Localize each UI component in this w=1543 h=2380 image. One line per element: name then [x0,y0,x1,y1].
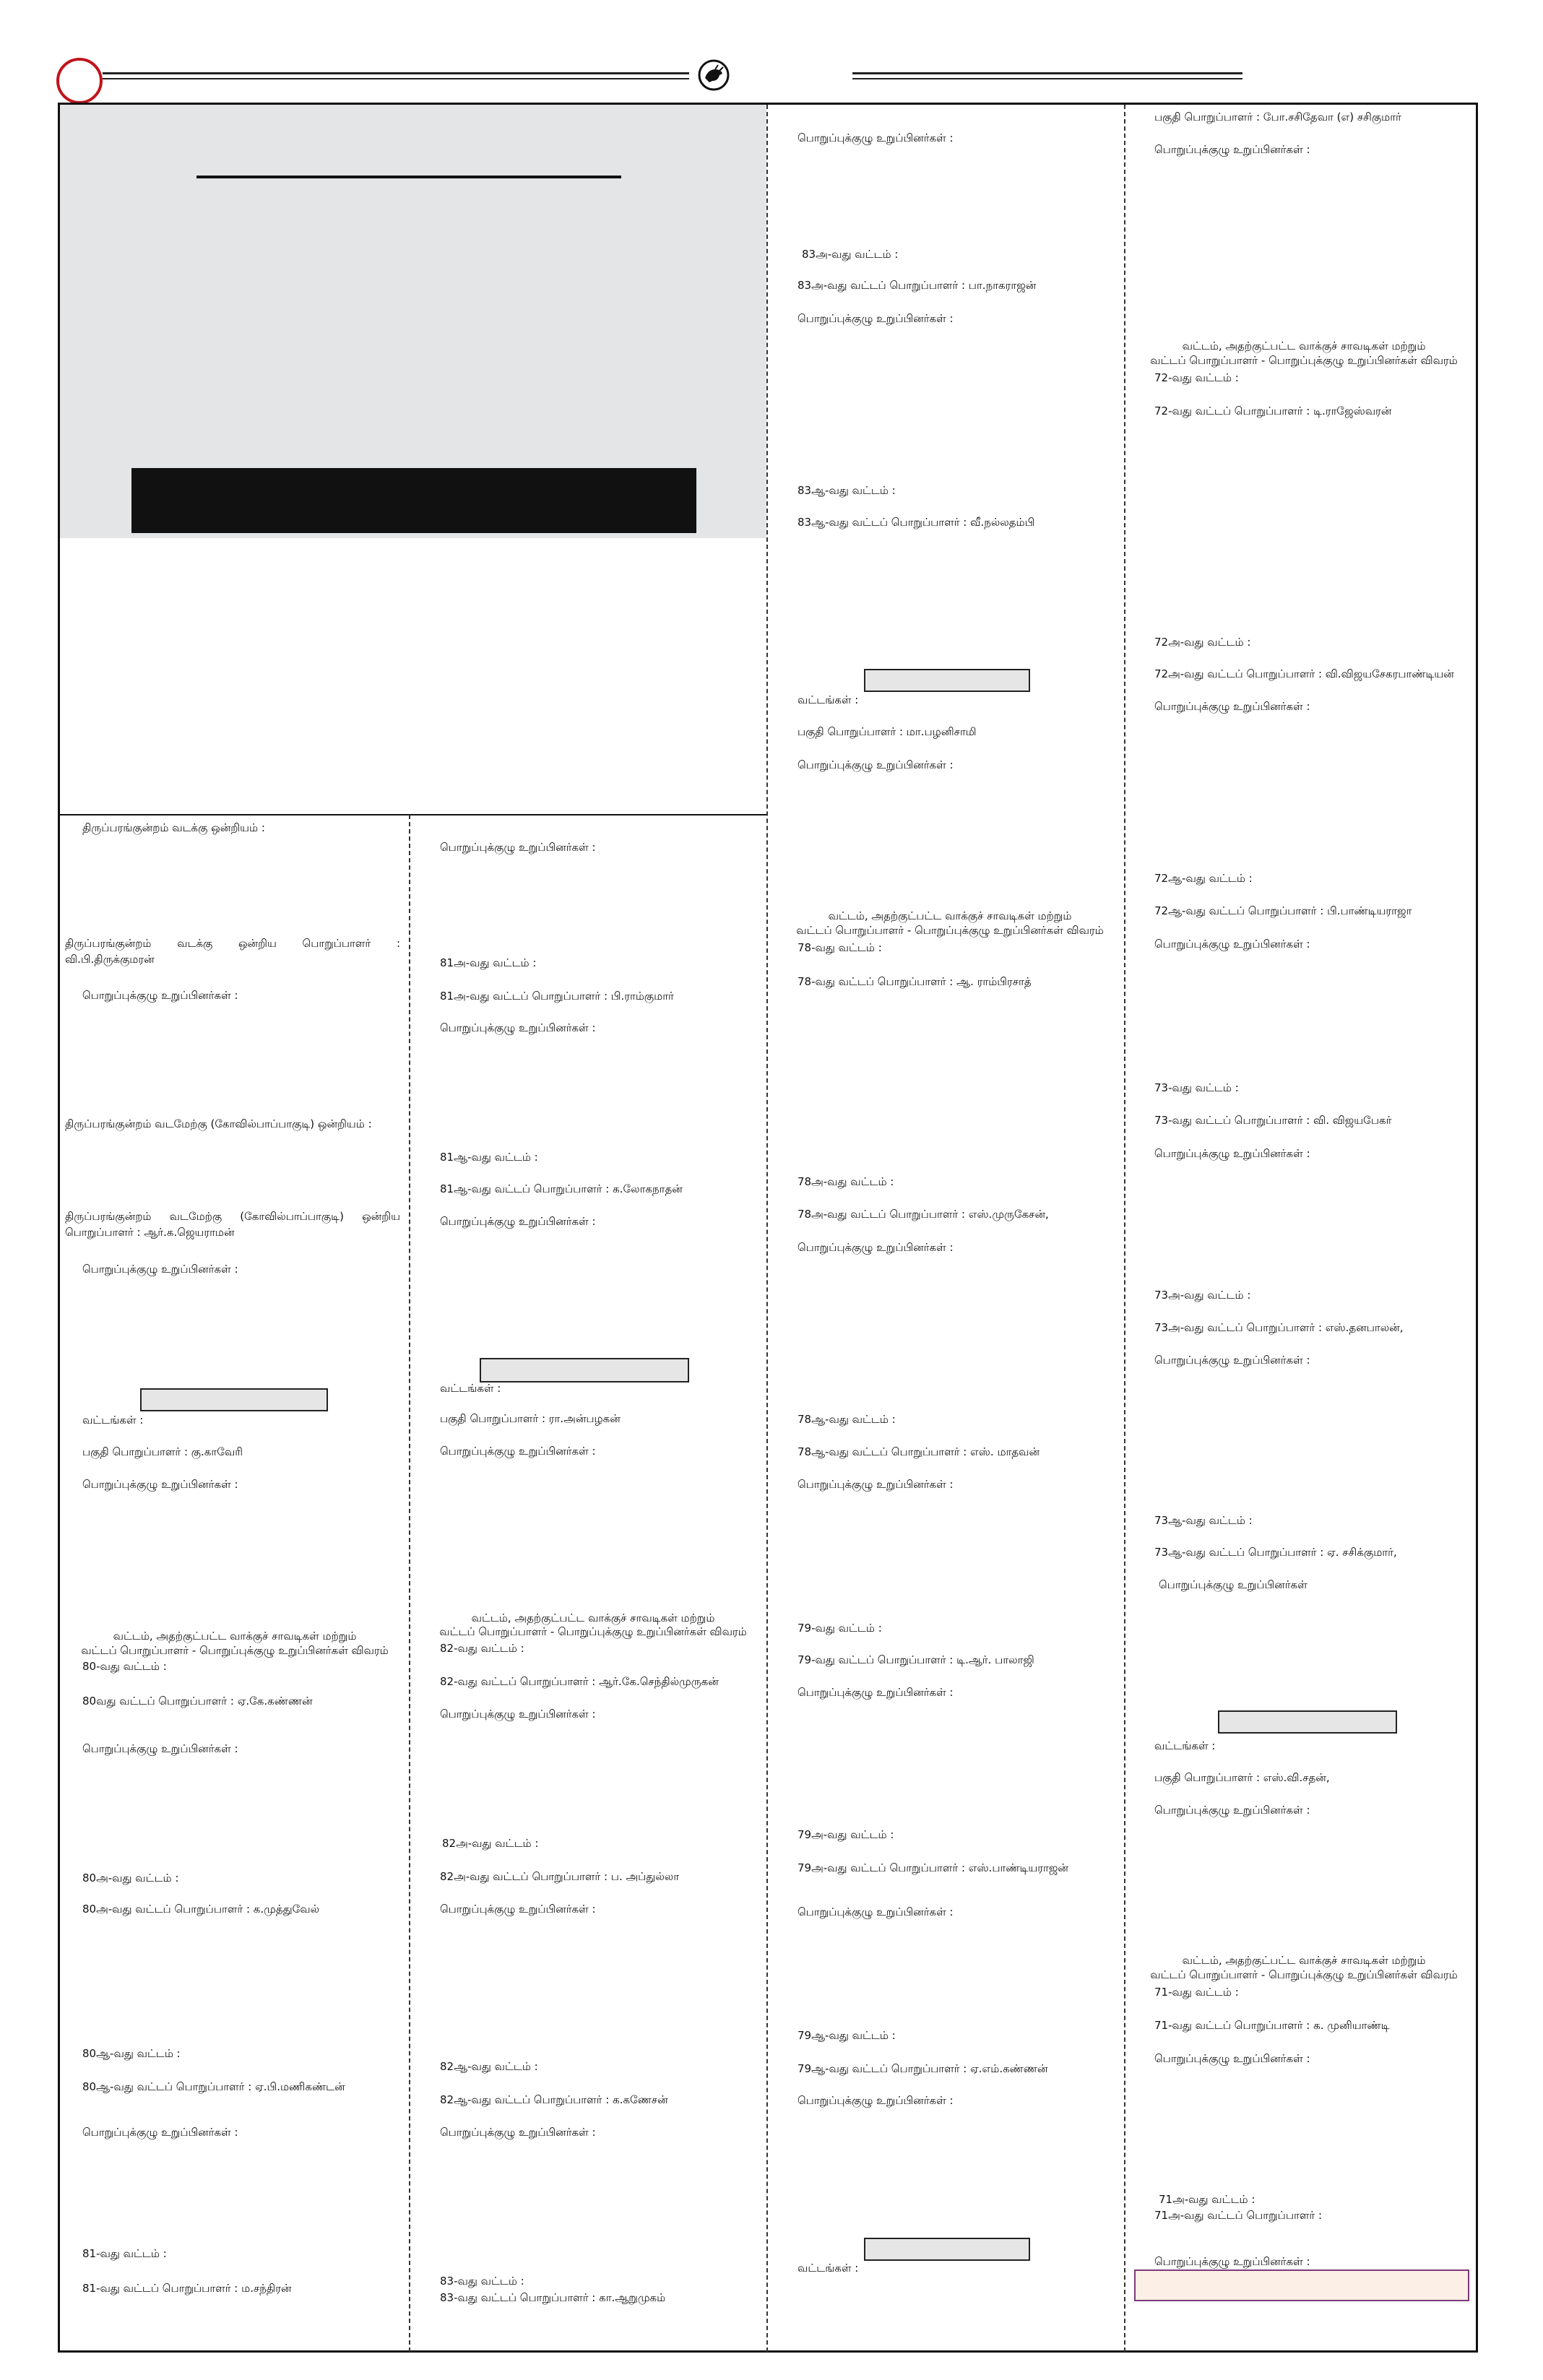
text-line: 73-வது வட்டப் பொறுப்பாளர் : வி. விஜயபேகர் [1154,1114,1392,1127]
text-line: பொறுப்புக்குழு உறுப்பினர்கள் : [440,1708,596,1721]
text-line: 71-வது வட்டப் பொறுப்பாளர் : க. முனியாண்டி [1154,2019,1390,2032]
text-line: 72அ-வது வட்டம் : [1154,636,1251,649]
text-line: திருப்பரங்குன்றம் வடமேற்கு (கோவில்பாப்பாகுடி) ஒன்றியம் : [65,1117,372,1130]
text-line: 82ஆ-வது வட்டம் : [440,2060,538,2073]
text-line: 81அ-வது வட்டம் : [440,956,537,969]
text-line: பொறுப்புக்குழு உறுப்பினர்கள் : [82,989,238,1002]
text-line: 73ஆ-வது வட்டம் : [1154,1514,1253,1527]
feature-title-rule [196,176,621,178]
header-rule-left-2 [103,78,689,79]
text-line: 80அ-வது வட்டப் பொறுப்பாளர் : க.முத்துவேல் [82,1903,320,1916]
text-line: 81-வது வட்டப் பொறுப்பாளர் : ம.சந்திரன் [82,2282,292,2295]
text-line: பொறுப்புக்குழு உறுப்பினர்கள் : [1154,1147,1310,1160]
header-rule-right-2 [852,78,1242,79]
text-line: 82ஆ-வது வட்டப் பொறுப்பாளர் : க.கணேசன் [440,2093,668,2106]
text-line: 78-வது வட்டப் பொறுப்பாளர் : ஆ. ராம்பிரசாத் [798,975,1032,988]
text-line: பொறுப்புக்குழு உறுப்பினர்கள் : [82,1742,238,1755]
text-line: வட்டப் பொறுப்பாளர் - பொறுப்புக்குழு உறுப்பினர்கள் விவரம் [1150,1968,1458,1981]
text-line: பகுதி பொறுப்பாளர் : மா.பழனிசாமி [798,725,977,738]
text-line: 80ஆ-வது வட்டம் : [82,2047,181,2060]
text-line: திருப்பரங்குன்றம் வடக்கு ஒன்றியம் : [82,821,265,834]
text-line: 82-வது வட்டம் : [440,1642,524,1655]
text-line: வட்டப் பொறுப்பாளர் - பொறுப்புக்குழு உறுப்பினர்கள் விவரம் [1150,354,1458,367]
text-line: வட்டம், அதற்குட்பட்ட வாக்குச் சாவடிகள் மற்றும் [471,1611,715,1624]
text-line: பகுதி பொறுப்பாளர் : கு.காவேரி [82,1445,243,1458]
text-line: பொறுப்புக்குழு உறுப்பினர்கள் : [82,1263,238,1276]
text-line: வட்டம், அதற்குட்பட்ட வாக்குச் சாவடிகள் மற்றும் [1182,339,1426,352]
text-line: 72ஆ-வது வட்டம் : [1154,872,1253,885]
text-line: 79ஆ-வது வட்டப் பொறுப்பாளர் : ஏ.எம்.கண்ணன் [798,2062,1048,2075]
header-rule-left [103,72,689,74]
text-line: பொறுப்புக்குழு உறுப்பினர்கள் : [798,1686,954,1699]
text-line: பொறுப்புக்குழு உறுப்பினர்கள் : [798,1905,954,1918]
area-label-box [480,1358,689,1382]
text-line: வட்டம், அதற்குட்பட்ட வாக்குச் சாவடிகள் மற்றும் [1182,1954,1426,1967]
area-label-box [864,2238,1030,2261]
text-line: 71அ-வது வட்டப் பொறுப்பாளர் : [1154,2209,1323,2222]
text-line: பொறுப்புக்குழு உறுப்பினர்கள் : [798,1241,954,1254]
text-line: பொறுப்புக்குழு உறுப்பினர்கள் : [440,1021,596,1034]
text-line: வட்டப் பொறுப்பாளர் - பொறுப்புக்குழு உறுப்பினர்கள் விவரம் [796,924,1104,937]
text-line: பகுதி பொறுப்பாளர் : எஸ்.வி.சதன், [1154,1771,1330,1784]
text-line: பொறுப்புக்குழு உறுப்பினர்கள் : [1154,2052,1310,2065]
text-line: பொறுப்புக்குழு உறுப்பினர்கள் : [440,841,596,854]
text-line: பொறுப்புக்குழு உறுப்பினர்கள் : [1154,1804,1310,1817]
text-line: திருப்பரங்குன்றம் வடக்கு ஒன்றிய பொறுப்பாளர் : வி.பி.திருக்குமரன் [65,937,400,966]
text-line: பொறுப்புக்குழு உறுப்பினர்கள் : [440,1903,596,1916]
text-line: 81அ-வது வட்டப் பொறுப்பாளர் : பி.ராம்குமார் [440,990,674,1003]
text-line: பகுதி பொறுப்பாளர் : போ.சசிதேவா (எ) சசிகுமார் [1154,111,1401,124]
text-line: 71அ-வது வட்டம் : [1159,2193,1255,2206]
text-line: வட்டங்கள் : [1154,1739,1216,1752]
area-label-box [1218,1710,1397,1734]
text-line: பொறுப்புக்குழு உறுப்பினர்கள் : [798,1478,954,1491]
text-line: 73அ-வது வட்டப் பொறுப்பாளர் : எஸ்.தனபாலன், [1154,1321,1404,1334]
text-line: 72ஆ-வது வட்டப் பொறுப்பாளர் : பி.பாண்டியராஜா [1154,904,1412,917]
area-label-box [140,1388,328,1411]
area-label-box [864,669,1030,692]
text-line: 79அ-வது வட்டப் பொறுப்பாளர் : எஸ்.பாண்டியராஜன் [798,1861,1068,1874]
text-line: 78ஆ-வது வட்டப் பொறுப்பாளர் : எஸ். மாதவன் [798,1445,1040,1458]
text-line: 83-வது வட்டப் பொறுப்பாளர் : கா.ஆறுமுகம் [440,2291,666,2304]
text-line: 81-வது வட்டம் : [82,2247,167,2260]
text-line: 82-வது வட்டப் பொறுப்பாளர் : ஆர்.கே.செந்தில்முருகன் [440,1675,719,1688]
text-line: 82அ-வது வட்டம் : [442,1837,539,1850]
text-line: 83ஆ-வது வட்டம் : [798,484,896,497]
text-line: பகுதி பொறுப்பாளர் : ரா.அன்பழகன் [440,1412,621,1425]
bull-emblem-icon [698,59,730,91]
text-line: பொறுப்புக்குழு உறுப்பினர்கள் : [440,1215,596,1228]
header-rule-right [852,72,1242,74]
text-line: 80வது வட்டப் பொறுப்பாளர் : ஏ.கே.கண்ணன் [82,1695,313,1708]
text-line: 72-வது வட்டப் பொறுப்பாளர் : டி.ராஜேஸ்வரன் [1154,404,1392,417]
text-line: 71-வது வட்டம் : [1154,1986,1239,1999]
text-line: பொறுப்புக்குழு உறுப்பினர்கள் : [798,758,954,771]
col-divider-1 [409,815,410,2352]
text-line: பொறுப்புக்குழு உறுப்பினர்கள் [1159,1578,1308,1591]
text-line: பொறுப்புக்குழு உறுப்பினர்கள் : [798,2094,954,2107]
text-line: 79அ-வது வட்டம் : [798,1828,894,1841]
text-line: திருப்பரங்குன்றம் வடமேற்கு (கோவில்பாப்பாகுடி) ஒன்றிய பொறுப்பாளர் : ஆர்.க.ஜெயராமன் [65,1210,400,1239]
circle-logo [56,58,103,104]
text-line: பொறுப்புக்குழு உறுப்பினர்கள் : [82,2126,238,2139]
highlight-box [1134,2269,1469,2301]
text-line: 79-வது வட்டப் பொறுப்பாளர் : டி.ஆர். பாலாஜி [798,1653,1034,1666]
text-line: பொறுப்புக்குழு உறுப்பினர்கள் : [798,131,954,144]
text-line: 72அ-வது வட்டப் பொறுப்பாளர் : வி.விஜயசேகரபாண்டியன் [1154,667,1454,680]
text-line: பொறுப்புக்குழு உறுப்பினர்கள் : [440,2126,596,2139]
text-line: 79-வது வட்டம் : [798,1622,882,1635]
text-line: 80அ-வது வட்டம் : [82,1871,179,1884]
text-line: பொறுப்புக்குழு உறுப்பினர்கள் : [1154,143,1310,156]
text-line: பொறுப்புக்குழு உறுப்பினர்கள் : [798,312,954,325]
text-line: 80-வது வட்டம் : [82,1660,167,1673]
text-line: வட்டப் பொறுப்பாளர் - பொறுப்புக்குழு உறுப்பினர்கள் விவரம் [81,1644,389,1657]
text-line: 72-வது வட்டம் : [1154,371,1239,384]
text-line: 82அ-வது வட்டப் பொறுப்பாளர் : ப. அப்துல்லா [440,1870,680,1883]
feature-black-banner [131,468,696,533]
text-line: 78அ-வது வட்டம் : [798,1175,894,1188]
text-line: 78ஆ-வது வட்டம் : [798,1413,896,1426]
text-line: வட்டப் பொறுப்பாளர் - பொறுப்புக்குழு உறுப்பினர்கள் விவரம் [439,1625,747,1638]
text-line: 78அ-வது வட்டப் பொறுப்பாளர் : எஸ்.முருகேசன், [798,1208,1049,1221]
text-line: பொறுப்புக்குழு உறுப்பினர்கள் : [1154,938,1310,951]
text-line: 81ஆ-வது வட்டப் பொறுப்பாளர் : க.லோகநாதன் [440,1182,683,1195]
feature-bottom-rule [60,814,768,815]
text-line: 81ஆ-வது வட்டம் : [440,1151,538,1164]
text-line: 80ஆ-வது வட்டப் பொறுப்பாளர் : ஏ.பி.மணிகண்டன் [82,2080,345,2093]
text-line: 83அ-வது வட்டப் பொறுப்பாளர் : பா.நாகராஜன் [798,279,1037,292]
text-line: பொறுப்புக்குழு உறுப்பினர்கள் : [1154,2255,1310,2268]
text-line: வட்டங்கள் : [798,693,859,706]
text-line: 78-வது வட்டம் : [798,941,882,954]
text-line: வட்டங்கள் : [82,1414,144,1427]
text-line: வட்டம், அதற்குட்பட்ட வாக்குச் சாவடிகள் மற்றும் [113,1630,357,1643]
text-line: 73ஆ-வது வட்டப் பொறுப்பாளர் : ஏ. சசிக்குமார், [1154,1546,1397,1559]
text-line: வட்டங்கள் : [798,2262,859,2275]
text-line: 83ஆ-வது வட்டப் பொறுப்பாளர் : வீ.நல்லதம்பி [798,516,1035,529]
text-line: பொறுப்புக்குழு உறுப்பினர்கள் : [1154,1354,1310,1367]
text-line: 73அ-வது வட்டம் : [1154,1289,1251,1302]
text-line: 73-வது வட்டம் : [1154,1081,1239,1094]
col-divider-3 [1124,105,1125,2352]
text-line: பொறுப்புக்குழு உறுப்பினர்கள் : [82,1478,238,1491]
text-line: 79ஆ-வது வட்டம் : [798,2029,896,2042]
col-divider-2 [766,105,768,2352]
text-line: 83அ-வது வட்டம் : [802,248,899,261]
text-line: வட்டம், அதற்குட்பட்ட வாக்குச் சாவடிகள் மற்றும் [828,909,1072,922]
text-line: வட்டங்கள் : [440,1382,501,1395]
text-line: 83-வது வட்டம் : [440,2275,524,2288]
text-line: பொறுப்புக்குழு உறுப்பினர்கள் : [440,1445,596,1458]
text-line: பொறுப்புக்குழு உறுப்பினர்கள் : [1154,700,1310,713]
